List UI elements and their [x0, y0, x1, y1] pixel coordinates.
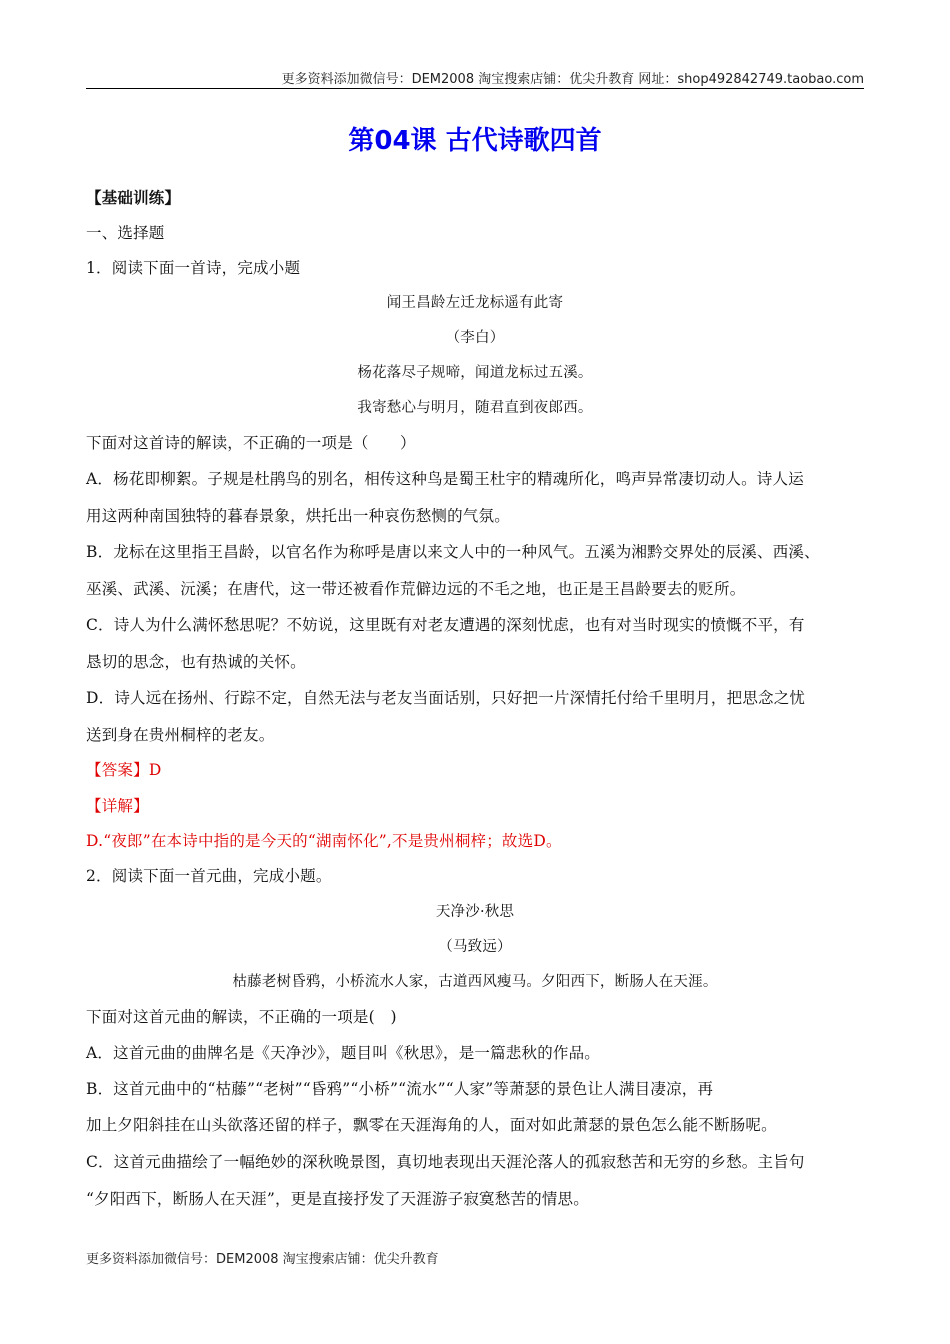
answer-value: D	[148, 761, 162, 779]
q1-poem-line: 我寄愁心与明月，随君直到夜郎西。	[357, 400, 593, 416]
q1-poem-author: （李白）	[445, 330, 505, 346]
q1-option-b-cont: 巫溪、武溪、沅溪；在唐代，这一带还被看作荒僻边远的不毛之地，也正是王昌龄要去的贬所。	[86, 580, 746, 598]
page-title: 第04课 古代诗歌四首	[348, 126, 602, 156]
q1-option-a: A．杨花即柳絮。子规是杜鹃鸟的别名，相传这种鸟是蜀王杜宇的精魂所化，鸣声异常凄切动人。诗人运	[86, 470, 804, 488]
q2-option-c-cont: “夕阳西下，断肠人在天涯”，更是直接抒发了天涯游子寂寞愁苦的情思。	[86, 1190, 589, 1208]
q1-poem-title: 闻王昌龄左迁龙标遥有此寄	[386, 295, 564, 311]
q2-option-b-cont: 加上夕阳斜挂在山头欲落还留的样子，飘零在天涯海角的人，面对如此萧瑟的景色怎么能不断肠呢。	[86, 1116, 777, 1134]
q1-option-b: B．龙标在这里指王昌龄，以官名作为称呼是唐以来文人中的一种风气。五溪为湘黔交界处的辰溪、西溪、	[86, 543, 820, 561]
q1-explain-text: D.“夜郎”在本诗中指的是今天的“湖南怀化”,不是贵州桐梓；故选D。	[86, 832, 562, 850]
q2-option-a: A．这首元曲的曲牌名是《天净沙》，题目叫《秋思》，是一篇悲秋的作品。	[86, 1044, 600, 1062]
page-header: 更多资料添加微信号：DEM2008 淘宝搜索店铺：优尖升教育 网址：shop492842749.taobao.com	[281, 72, 864, 87]
page-footer: 更多资料添加微信号：DEM2008 淘宝搜索店铺：优尖升教育	[86, 1252, 439, 1267]
q2-stem: 2．阅读下面一首元曲，完成小题。	[86, 867, 332, 885]
header-divider	[86, 88, 864, 89]
part-heading: 一、选择题	[86, 224, 165, 242]
q1-answer	[86, 758, 864, 780]
q1-question: 下面对这首诗的解读，不正确的一项是（ ）	[86, 434, 416, 452]
q1-stem: 1．阅读下面一首诗，完成小题	[86, 259, 301, 277]
q1-option-d-cont: 送到身在贵州桐梓的老友。	[86, 726, 275, 744]
q2-option-c: C．这首元曲描绘了一幅绝妙的深秋晚景图，真切地表现出天涯沦落人的孤寂愁苦和无穷的乡愁。主旨句	[86, 1153, 805, 1171]
q2-poem-line: 枯藤老树昏鸦，小桥流水人家，古道西风瘦马。夕阳西下，断肠人在天涯。	[232, 974, 718, 990]
q2-option-b: B．这首元曲中的“枯藤”“老树”“昏鸦”“小桥”“流水”“人家”等萧瑟的景色让人满目凄凉，再	[86, 1080, 714, 1098]
q2-poem-author: （马致远）	[438, 939, 512, 955]
q1-explain-label: 【详解】	[86, 797, 149, 815]
q2-poem-title: 天净沙·秋思	[435, 904, 515, 920]
q2-question: 下面对这首元曲的解读，不正确的一项是( )	[86, 1008, 397, 1026]
q1-option-d: D．诗人远在扬州、行踪不定，自然无法与老友当面话别，只好把一片深情托付给千里明月，把思念之忧	[86, 689, 806, 707]
q1-option-c-cont: 恳切的思念，也有热诚的关怀。	[86, 653, 306, 671]
section-heading: 【基础训练】	[86, 188, 181, 207]
q1-poem-line: 杨花落尽子规啼，闻道龙标过五溪。	[357, 365, 593, 381]
answer-label: 【答案】	[86, 761, 149, 779]
q1-option-c: C．诗人为什么满怀愁思呢？不妨说，这里既有对老友遭遇的深刻忧虑，也有对当时现实的愤慨不平，有	[86, 616, 805, 634]
q1-option-a-cont: 用这两种南国独特的暮春景象，烘托出一种哀伤愁恻的气氛。	[86, 507, 510, 525]
